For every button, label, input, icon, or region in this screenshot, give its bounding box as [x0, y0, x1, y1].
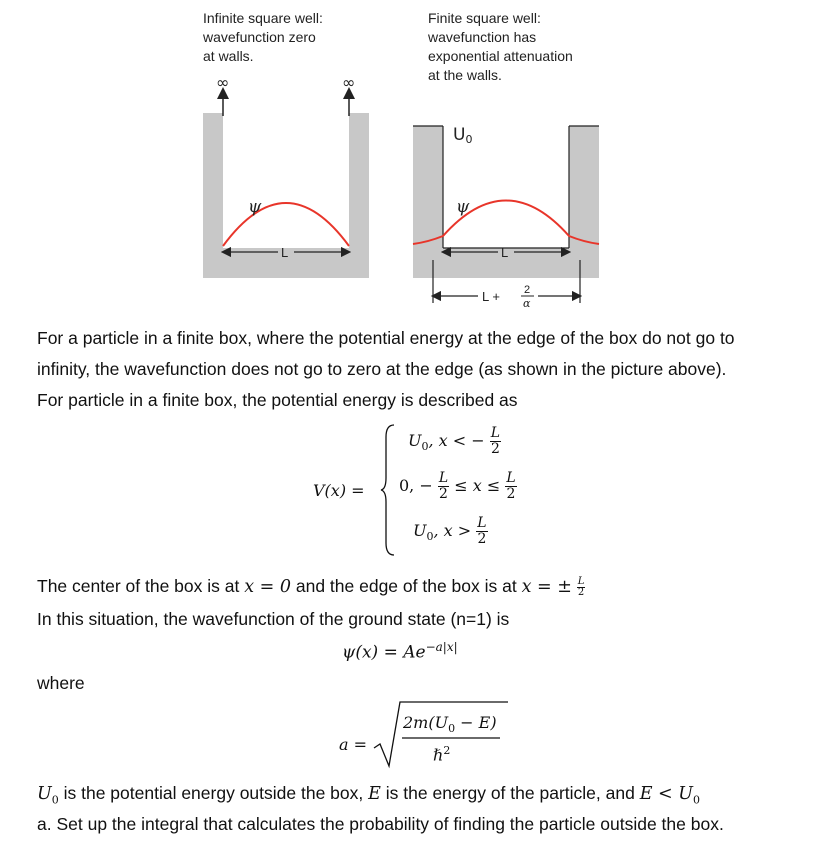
sentence-part: is the potential energy outside the box, — [58, 783, 369, 803]
caption-line: wavefunction zero — [203, 29, 316, 45]
paragraph-line: For a particle in a finite box, where the potential energy at the edge of the box do not go to — [37, 328, 735, 348]
potential-lhs: V(x) = — [313, 481, 365, 500]
left-brace — [380, 423, 396, 557]
effective-width-two: 2 — [524, 284, 531, 296]
math-inline: E — [368, 784, 381, 804]
math-inline: $E < U_0$ — [639, 784, 700, 807]
math-inline: x = 0 — [244, 577, 291, 597]
infinity-right: ∞ — [342, 73, 356, 92]
sentence-part: is the energy of the particle, and — [380, 783, 640, 803]
sentence-part: and the edge of the box is at — [291, 576, 522, 596]
caption-line: wavefunction has — [428, 29, 537, 45]
case-outside-right: $U_0$, x > $\frac{L}{2}$ — [413, 515, 487, 547]
paragraph-line: infinity, the wavefunction does not go to zero at the edge (as shown in the picture above). — [37, 359, 727, 379]
caption-line: Infinite square well: — [203, 10, 323, 26]
case-outside-left: $U_0$, x < − $\frac{L}{2}$ — [408, 425, 501, 457]
effective-width-label: L + — [482, 289, 500, 304]
edge-fraction: $\frac{L}{2}$ — [577, 575, 585, 598]
alpha-lhs: a = — [339, 735, 368, 754]
case-inside: 0, − $\frac{L}{2}$ ≤ x ≤ $\frac{L}{2}$ — [399, 470, 516, 502]
wavefunction-equation: $\psi(x) = Ae^{-a|x|}$ — [342, 640, 458, 663]
wells-diagram — [0, 0, 840, 320]
infinite-width-label: L — [281, 245, 289, 260]
infinite-psi-label: ψ — [248, 197, 262, 217]
math-inline: x = ± — [521, 577, 572, 597]
infinite-wavefunction — [223, 203, 349, 246]
intro-paragraph — [37, 323, 817, 416]
finite-psi-label: ψ — [456, 197, 470, 217]
caption-line: Finite square well: — [428, 10, 541, 26]
caption-line: exponential attenuation — [428, 48, 573, 64]
ground-state-sentence: In this situation, the wavefunction of the ground state (n=1) is — [37, 609, 510, 629]
alpha-numerator: $2m(U_0 - E)$ — [403, 713, 497, 736]
effective-width-alpha: α — [523, 297, 531, 310]
center-edge-sentence — [37, 571, 817, 603]
where-label: where — [37, 673, 85, 693]
sentence-part: The center of the box is at — [37, 576, 245, 596]
alpha-denominator: ℏ$^2$ — [433, 744, 451, 765]
infinity-left: ∞ — [216, 73, 230, 92]
math-inline: $U_0$ — [37, 784, 59, 807]
caption-line: at walls. — [203, 48, 254, 64]
u0-label: U0 — [453, 125, 473, 146]
caption-line: at the walls. — [428, 67, 502, 83]
finite-width-label: L — [501, 245, 509, 260]
paragraph-line: For particle in a finite box, the potential energy is described as — [37, 390, 518, 410]
question-a: a. Set up the integral that calculates the probability of finding the particle outside the box. — [37, 814, 724, 834]
